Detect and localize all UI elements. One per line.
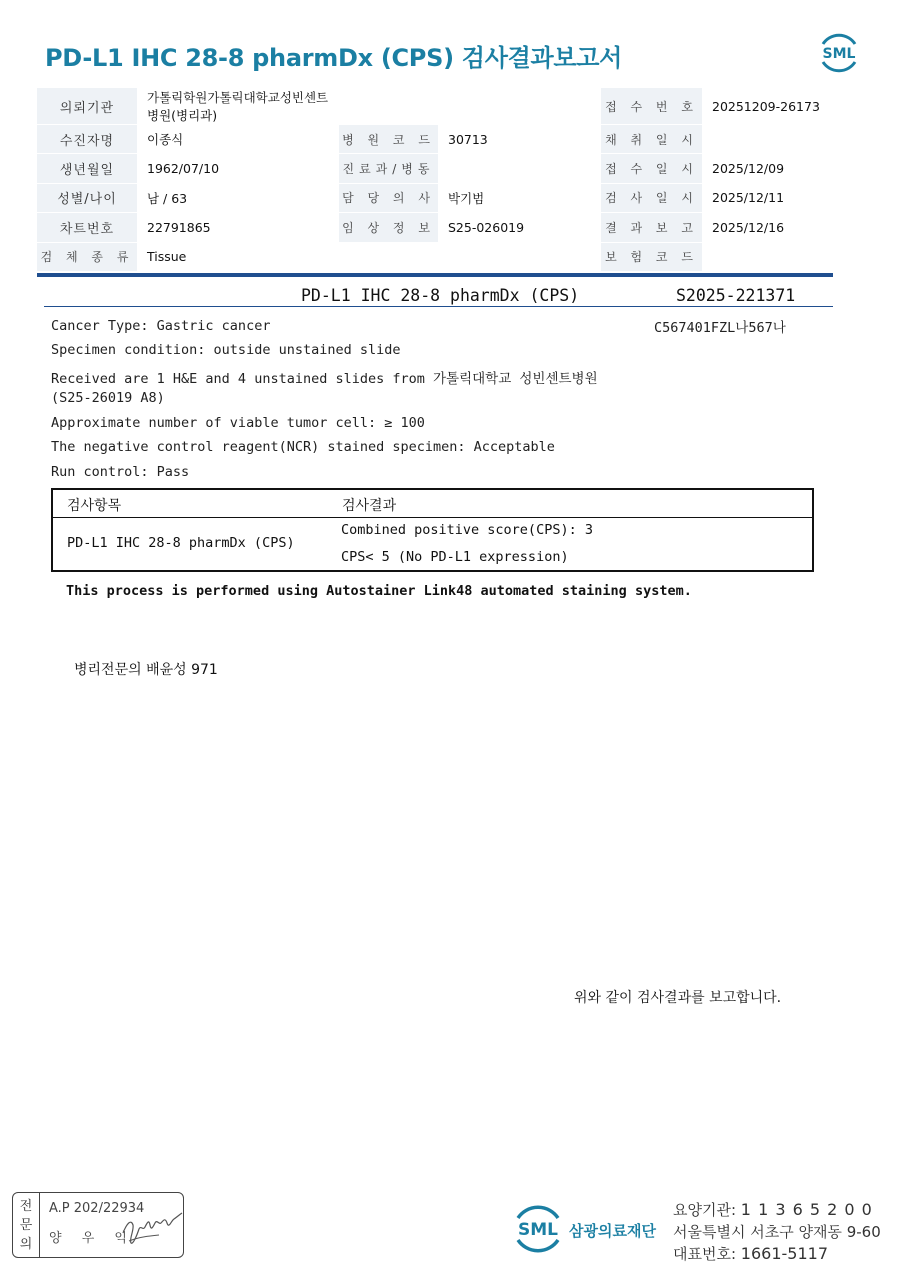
info-value [702, 125, 863, 154]
report-code: C567401FZL나567나 [654, 320, 786, 336]
info-label [339, 242, 438, 271]
handwritten-signature [119, 1205, 185, 1249]
care-code-value: 1 1 3 6 5 2 0 0 [740, 1200, 873, 1219]
result-table [51, 488, 814, 572]
info-label: 접 수 번 호 [601, 88, 702, 125]
info-label: 의뢰기관 [37, 88, 137, 125]
info-label: 병 원 코 드 [339, 125, 438, 154]
info-label: 진료과/병동 [339, 154, 438, 183]
info-row [37, 242, 863, 271]
organization-name: 삼광의료재단 [569, 1222, 656, 1240]
info-value [438, 88, 601, 125]
sml-logo-text: SML [822, 46, 856, 62]
info-label: 검 사 일 시 [601, 183, 702, 212]
result-item: PD-L1 IHC 28-8 pharmDx (CPS) [67, 535, 295, 551]
process-note: This process is performed using Autostainer Link48 automated staining system. [66, 583, 692, 599]
patient-info-table [37, 88, 863, 272]
report-line-cancer-type: Cancer Type: Gastric cancer [51, 318, 271, 334]
info-label: 생년월일 [37, 154, 137, 183]
organization-phone [673, 1243, 828, 1264]
stamp-specialist-name: 양 우 익 [49, 1231, 135, 1246]
result-header-divider [53, 517, 812, 518]
info-value: 22791865 [137, 213, 339, 242]
report-title: PD-L1 IHC 28-8 pharmDx (CPS) 검사결과보고서 [45, 44, 622, 72]
info-value [438, 242, 601, 271]
info-row [37, 154, 863, 183]
report-line-ncr: The negative control reagent(NCR) stained specimen: Acceptable [51, 439, 555, 455]
info-label [339, 88, 438, 125]
info-value: S25-026019 [438, 213, 601, 242]
info-value: Tissue [137, 242, 339, 271]
info-value [702, 242, 863, 271]
info-value: 2025/12/16 [702, 213, 863, 242]
care-institution-code [673, 1199, 873, 1220]
stamp-side-label [13, 1193, 40, 1257]
report-number: S2025-221371 [676, 286, 796, 305]
info-value: 20251209-26173 [702, 88, 863, 125]
info-value: 박기범 [438, 183, 601, 212]
info-value: 가톨릭학원가톨릭대학교성빈센트병원(병리과) [137, 88, 339, 125]
info-label: 결 과 보 고 [601, 213, 702, 242]
info-value: 1962/07/10 [137, 154, 339, 183]
info-label: 차트번호 [37, 213, 137, 242]
info-value: 남 / 63 [137, 183, 339, 212]
info-label: 검 체 종 류 [37, 242, 137, 271]
section-rule [37, 273, 833, 277]
report-line-received: Received are 1 H&E and 4 unstained slides from 가톨릭대학교 성빈센트병원 [51, 371, 598, 387]
info-label: 채 취 일 시 [601, 125, 702, 154]
stamp-side-char: 의 [19, 1236, 33, 1252]
section-underline [44, 306, 833, 307]
report-line-run-control: Run control: Pass [51, 464, 190, 480]
info-row [37, 125, 863, 154]
report-line-tumor-cells: Approximate number of viable tumor cell: ≥ 100 [51, 415, 425, 431]
result-cps-score: Combined positive score(CPS): 3 [341, 522, 593, 538]
info-label: 성별/나이 [37, 183, 137, 212]
info-row [37, 183, 863, 212]
specialist-stamp [12, 1192, 184, 1258]
result-col-item-header: 검사항목 [67, 498, 122, 514]
info-label: 담 당 의 사 [339, 183, 438, 212]
sml-logo [816, 30, 862, 76]
report-line-slide-id: (S25-26019 A8) [51, 390, 165, 406]
result-cps-interpretation: CPS< 5 (No PD-L1 expression) [341, 549, 569, 565]
phone-label: 대표번호: [673, 1245, 737, 1263]
organization-address: 서울특별시 서초구 양재동 9-60 [673, 1223, 881, 1241]
info-label: 보 험 코 드 [601, 242, 702, 271]
info-value [438, 154, 601, 183]
stamp-side-char: 전 [19, 1198, 33, 1214]
info-label: 수진자명 [37, 125, 137, 154]
info-value: 30713 [438, 125, 601, 154]
phone-value: 1661-5117 [740, 1244, 829, 1263]
result-col-result-header: 검사결과 [342, 498, 397, 514]
stamp-side-char: 문 [19, 1217, 33, 1233]
stamp-license-number: A.P 202/22934 [49, 1201, 145, 1216]
info-label: 접 수 일 시 [601, 154, 702, 183]
sml-footer-logo-text: SML [518, 1220, 558, 1240]
care-code-label: 요양기관: [673, 1201, 737, 1219]
closing-statement: 위와 같이 검사결과를 보고합니다. [574, 990, 782, 1006]
info-value: 2025/12/09 [702, 154, 863, 183]
sml-footer-logo [509, 1200, 567, 1258]
info-row [37, 213, 863, 242]
info-value: 이종식 [137, 125, 339, 154]
report-section-title: PD-L1 IHC 28-8 pharmDx (CPS) [301, 286, 580, 305]
report-line-specimen-condition: Specimen condition: outside unstained slide [51, 342, 401, 358]
info-label: 임 상 정 보 [339, 213, 438, 242]
pathologist-signature-line: 병리전문의 배윤성 971 [74, 662, 218, 678]
info-row [37, 88, 863, 125]
info-value: 2025/12/11 [702, 183, 863, 212]
